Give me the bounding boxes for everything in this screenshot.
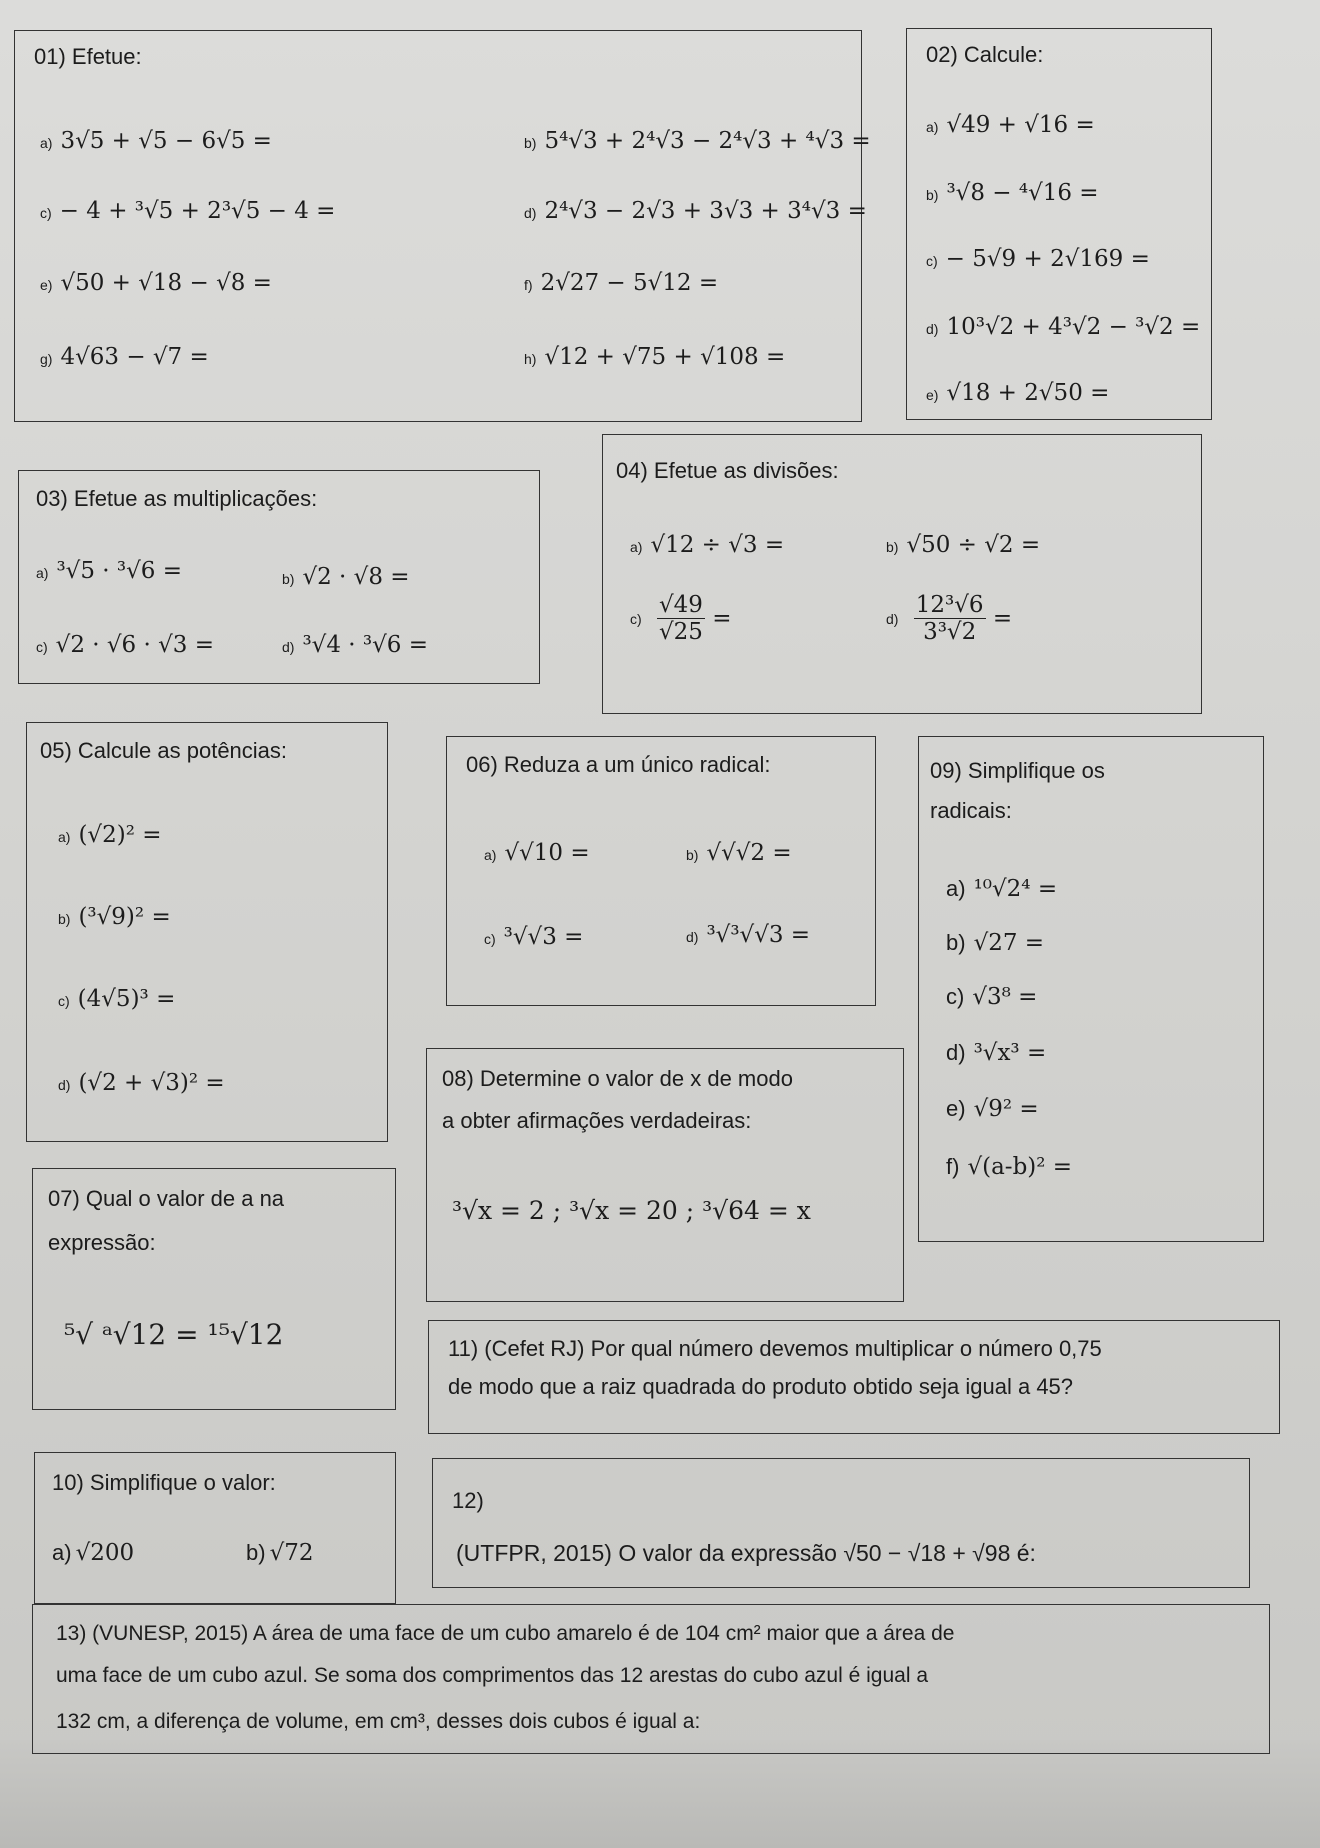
s03-expr-b: √2 · √8 = (302, 564, 410, 590)
s01-expr-c: − 4 + ³√5 + 2³√5 − 4 = (59, 198, 336, 224)
s02-expr-c: − 5√9 + 2√169 = (945, 246, 1150, 272)
section-10-title: 10) Simplifique o valor: (52, 1470, 276, 1495)
section-11-line2: de modo que a raiz quadrada do produto obtido seja igual a 45? (448, 1374, 1074, 1399)
s10-label-a: a) (52, 1540, 72, 1565)
s02-expr-e: √18 + 2√50 = (946, 380, 1110, 406)
section-06-title: 06) Reduza a um único radical: (466, 752, 771, 777)
s06-item-a (484, 840, 590, 866)
s02-item-c (926, 246, 1150, 272)
s09-expr-f: √(a-b)² = (967, 1154, 1073, 1180)
section-02-title: 02) Calcule: (926, 42, 1044, 67)
s01-expr-h: √12 + √75 + √108 = (544, 344, 786, 370)
s03-expr-a: ³√5 · ³√6 = (56, 558, 182, 584)
s03-label-b: b) (282, 571, 295, 587)
s03-item-a (36, 558, 182, 584)
s01-item-e (40, 270, 272, 296)
s05-expr-c: (4√5)³ = (77, 986, 176, 1012)
s06-expr-d: ³√³√√3 = (706, 922, 811, 948)
s05-item-c (58, 986, 175, 1012)
section-03-title: 03) Efetue as multiplicações: (36, 486, 318, 511)
s04-fraction-d (914, 592, 986, 645)
s02-item-d (926, 314, 1200, 340)
section-11-line1: 11) (Cefet RJ) Por qual número devemos multiplicar o número 0,75 (448, 1336, 1102, 1361)
s09-expr-d: ³√x³ = (973, 1040, 1047, 1066)
s09-label-f: f) (946, 1154, 960, 1179)
s05-expr-b: (³√9)² = (78, 904, 171, 930)
s09-label-d: d) (946, 1040, 966, 1065)
s02-expr-b: ³√8 − ⁴√16 = (946, 180, 1099, 206)
s06-label-d: d) (686, 929, 699, 945)
s10-item-a (52, 1540, 134, 1566)
s10-expr-b: √72 (269, 1540, 314, 1566)
s01-label-c: c) (40, 205, 52, 221)
s09-label-a: a) (946, 876, 966, 901)
s09-label-c: c) (946, 984, 965, 1009)
s04-item-d (886, 592, 1012, 645)
s01-item-d (524, 198, 867, 224)
s03-label-a: a) (36, 565, 49, 581)
section-12-text: (UTFPR, 2015) O valor da expressão √50 − √18 + √98 é: (456, 1540, 1036, 1566)
s02-label-a: a) (926, 119, 939, 135)
s03-expr-c: √2 · √6 · √3 = (55, 632, 214, 658)
s01-expr-e: √50 + √18 − √8 = (60, 270, 272, 296)
s10-expr-a: √200 (75, 1540, 135, 1566)
section-07-title-line2: expressão: (48, 1230, 156, 1255)
s02-item-a (926, 112, 1095, 138)
s02-item-b (926, 180, 1099, 206)
s04-den-d: 3³√2 (923, 619, 977, 645)
s04-label-b: b) (886, 539, 899, 555)
s06-expr-c: ³√√3 = (503, 924, 584, 950)
section-09-title-line1: 09) Simplifique os (930, 758, 1105, 783)
s04-eq-c: = (712, 605, 732, 632)
s01-label-h: h) (524, 351, 537, 367)
s03-item-b (282, 564, 410, 590)
s09-label-e: e) (946, 1096, 966, 1121)
s09-item-e (946, 1096, 1039, 1122)
section-01-title: 01) Efetue: (34, 44, 142, 69)
s02-label-e: e) (926, 387, 939, 403)
s01-item-a (40, 128, 272, 154)
s01-expr-g: 4√63 − √7 = (60, 344, 209, 370)
s03-expr-d: ³√4 · ³√6 = (302, 632, 428, 658)
s03-label-c: c) (36, 639, 48, 655)
s04-label-d: d) (886, 610, 899, 627)
s02-label-d: d) (926, 321, 939, 337)
s01-expr-a: 3√5 + √5 − 6√5 = (60, 128, 272, 154)
s06-label-c: c) (484, 931, 496, 947)
s09-label-b: b) (946, 930, 966, 955)
section-07-title-line1: 07) Qual o valor de a na (48, 1186, 285, 1211)
s04-item-b (886, 532, 1040, 558)
s09-item-b (946, 930, 1044, 956)
s06-item-b (686, 840, 792, 866)
s01-label-g: g) (40, 351, 53, 367)
s02-expr-a: √49 + √16 = (946, 112, 1095, 138)
s09-item-a (946, 876, 1057, 902)
s04-item-a (630, 532, 784, 558)
s06-label-b: b) (686, 847, 699, 863)
section-08-title-line2: a obter afirmações verdadeiras: (442, 1108, 752, 1133)
s01-label-a: a) (40, 135, 53, 151)
s05-label-b: b) (58, 911, 71, 927)
section-13-line2: uma face de um cubo azul. Se soma dos comprimentos das 12 arestas do cubo azul é igual a (56, 1664, 928, 1687)
s04-expr-b: √50 ÷ √2 = (906, 532, 1041, 558)
s08-expression: ³√x = 2 ; ³√x = 20 ; ³√64 = x (452, 1196, 811, 1225)
s05-item-b (58, 904, 171, 930)
s04-den-c: √25 (658, 619, 703, 645)
s01-item-b (524, 128, 871, 154)
s01-label-e: e) (40, 277, 53, 293)
s01-label-d: d) (524, 205, 537, 221)
s06-expr-b: √√√2 = (706, 840, 792, 866)
s01-item-g (40, 344, 209, 370)
s09-expr-c: √3⁸ = (972, 984, 1038, 1010)
section-13-line3: 132 cm, a diferença de volume, em cm³, desses dois cubos é igual a: (56, 1710, 701, 1733)
section-02-box (906, 28, 1212, 420)
s01-item-f (524, 270, 718, 296)
s05-label-c: c) (58, 993, 70, 1009)
s04-label-c: c) (630, 610, 642, 627)
s06-item-c (484, 924, 583, 950)
s09-item-f (946, 1154, 1072, 1180)
section-13-line1: 13) (VUNESP, 2015) A área de uma face de um cubo amarelo é de 104 cm² maior que a área de (56, 1622, 955, 1645)
s06-expr-a: √√10 = (504, 840, 590, 866)
s01-item-h (524, 344, 785, 370)
s09-expr-e: √9² = (973, 1096, 1039, 1122)
section-08-title-line1: 08) Determine o valor de x de modo (442, 1066, 793, 1091)
s03-item-d (282, 632, 428, 658)
section-12-number: 12) (452, 1488, 484, 1513)
s10-item-b (246, 1540, 314, 1566)
s04-eq-d: = (992, 605, 1013, 632)
s02-label-c: c) (926, 253, 938, 269)
s06-item-d (686, 922, 810, 948)
s05-label-d: d) (58, 1077, 71, 1093)
s04-item-c (630, 592, 732, 645)
s05-expr-a: (√2)² = (78, 822, 162, 848)
s02-expr-d: 10³√2 + 4³√2 − ³√2 = (946, 314, 1201, 340)
s01-item-c (40, 198, 335, 224)
s02-item-e (926, 380, 1109, 406)
section-09-title-line2: radicais: (930, 798, 1012, 823)
s05-item-d (58, 1070, 225, 1096)
section-12-box (432, 1458, 1250, 1588)
s06-label-a: a) (484, 847, 497, 863)
s09-expr-b: √27 = (973, 930, 1045, 956)
s04-num-d: 12³√6 (915, 592, 984, 618)
s02-label-b: b) (926, 187, 939, 203)
s01-expr-d: 2⁴√3 − 2√3 + 3√3 + 3⁴√3 = (544, 198, 867, 224)
s09-item-d (946, 1040, 1046, 1066)
s03-label-d: d) (282, 639, 295, 655)
s01-expr-f: 2√27 − 5√12 = (540, 270, 719, 296)
s05-expr-d: (√2 + √3)² = (78, 1070, 225, 1096)
s04-num-c: √49 (658, 592, 703, 618)
section-04-title: 04) Efetue as divisões: (616, 458, 839, 483)
s01-label-b: b) (524, 135, 537, 151)
s04-fraction-c (657, 592, 705, 645)
s01-label-f: f) (524, 277, 533, 293)
s01-expr-b: 5⁴√3 + 2⁴√3 − 2⁴√3 + ⁴√3 = (544, 128, 871, 154)
s09-item-c (946, 984, 1037, 1010)
s04-expr-a: √12 ÷ √3 = (650, 532, 785, 558)
page-edge-shadow (0, 1740, 1320, 1848)
s10-label-b: b) (246, 1540, 266, 1565)
s05-label-a: a) (58, 829, 71, 845)
section-05-title: 05) Calcule as potências: (40, 738, 288, 763)
s05-item-a (58, 822, 162, 848)
s09-expr-a: ¹⁰√2⁴ = (973, 876, 1058, 902)
s04-label-a: a) (630, 539, 643, 555)
s07-expression: ⁵√ ᵃ√12 = ¹⁵√12 (64, 1318, 284, 1351)
s03-item-c (36, 632, 214, 658)
